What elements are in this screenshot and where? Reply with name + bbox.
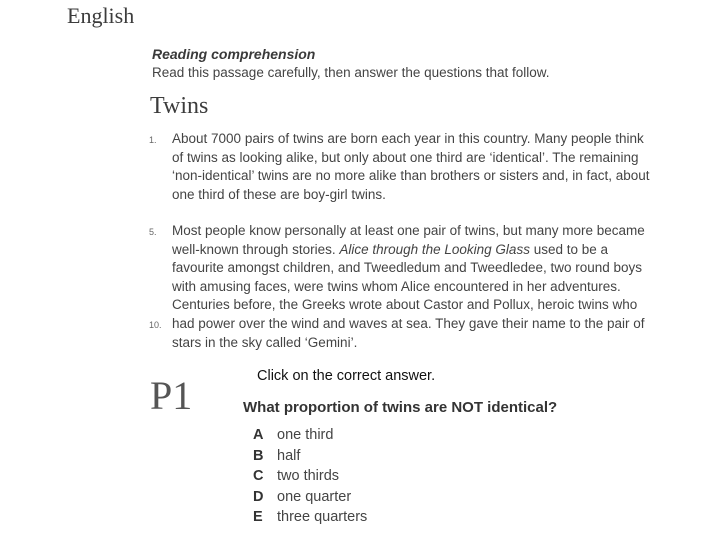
option-letter: C	[253, 468, 264, 484]
section-heading: Reading comprehension	[152, 46, 316, 62]
passage-line: one third of these are boy-girl twins.	[172, 186, 386, 202]
passage-text: used to be a	[529, 241, 609, 257]
question-text: What proportion of twins are NOT identical?	[243, 399, 558, 416]
passage-line: with amusing faces, were twins whom Alice encountered in her adventures.	[172, 278, 621, 294]
passage-line	[172, 241, 608, 260]
option-text: one third	[277, 427, 334, 443]
passage-line: favourite amongst children, and Tweedledum and Tweedledee, two round boys	[172, 260, 643, 276]
answer-option-b[interactable]	[253, 447, 300, 467]
answer-option-a[interactable]	[253, 426, 333, 446]
line-number: 5.	[149, 227, 157, 237]
line-number: 10.	[149, 320, 162, 330]
passage-title: Twins	[150, 93, 209, 119]
subject-title: English	[67, 3, 135, 28]
passage-line: ‘non-identical’ twins are no more alike than brothers or sisters and, in fact, about	[172, 168, 650, 184]
option-text: half	[277, 447, 301, 464]
book-title: Alice through the Looking Glass	[339, 241, 530, 257]
passage-line: About 7000 pairs of twins are born each year in this country. Many people think	[172, 131, 644, 146]
passage-line: Most people know personally at least one pair of twins, but many more became	[172, 223, 645, 238]
option-letter: E	[253, 509, 263, 525]
passage-line: of twins as looking alike, but only about one third are ‘identical’. The remaining	[172, 149, 639, 165]
option-letter: B	[253, 447, 264, 464]
passage-line: Centuries before, the Greeks wrote about Castor and Pollux, heroic twins who	[172, 297, 638, 313]
answer-option-d[interactable]	[253, 488, 351, 508]
option-text: two thirds	[277, 468, 340, 484]
option-text: three quarters	[277, 509, 368, 525]
instruction-text: Read this passage carefully, then answer the questions that follow.	[152, 65, 550, 80]
passage-text: well-known through stories.	[172, 241, 340, 257]
option-text: one quarter	[277, 488, 352, 505]
passage-line: had power over the wind and waves at sea. They gave their name to the pair of	[172, 316, 645, 331]
instruction-prompt: Click on the correct answer.	[257, 368, 436, 384]
question-number: P1	[150, 373, 193, 418]
passage-line: stars in the sky called ‘Gemini’.	[172, 334, 358, 350]
line-number: 1.	[149, 135, 157, 145]
answer-option-c[interactable]	[253, 467, 339, 487]
answer-option-e[interactable]	[253, 508, 367, 528]
option-letter: D	[253, 488, 264, 505]
option-letter: A	[253, 427, 264, 443]
